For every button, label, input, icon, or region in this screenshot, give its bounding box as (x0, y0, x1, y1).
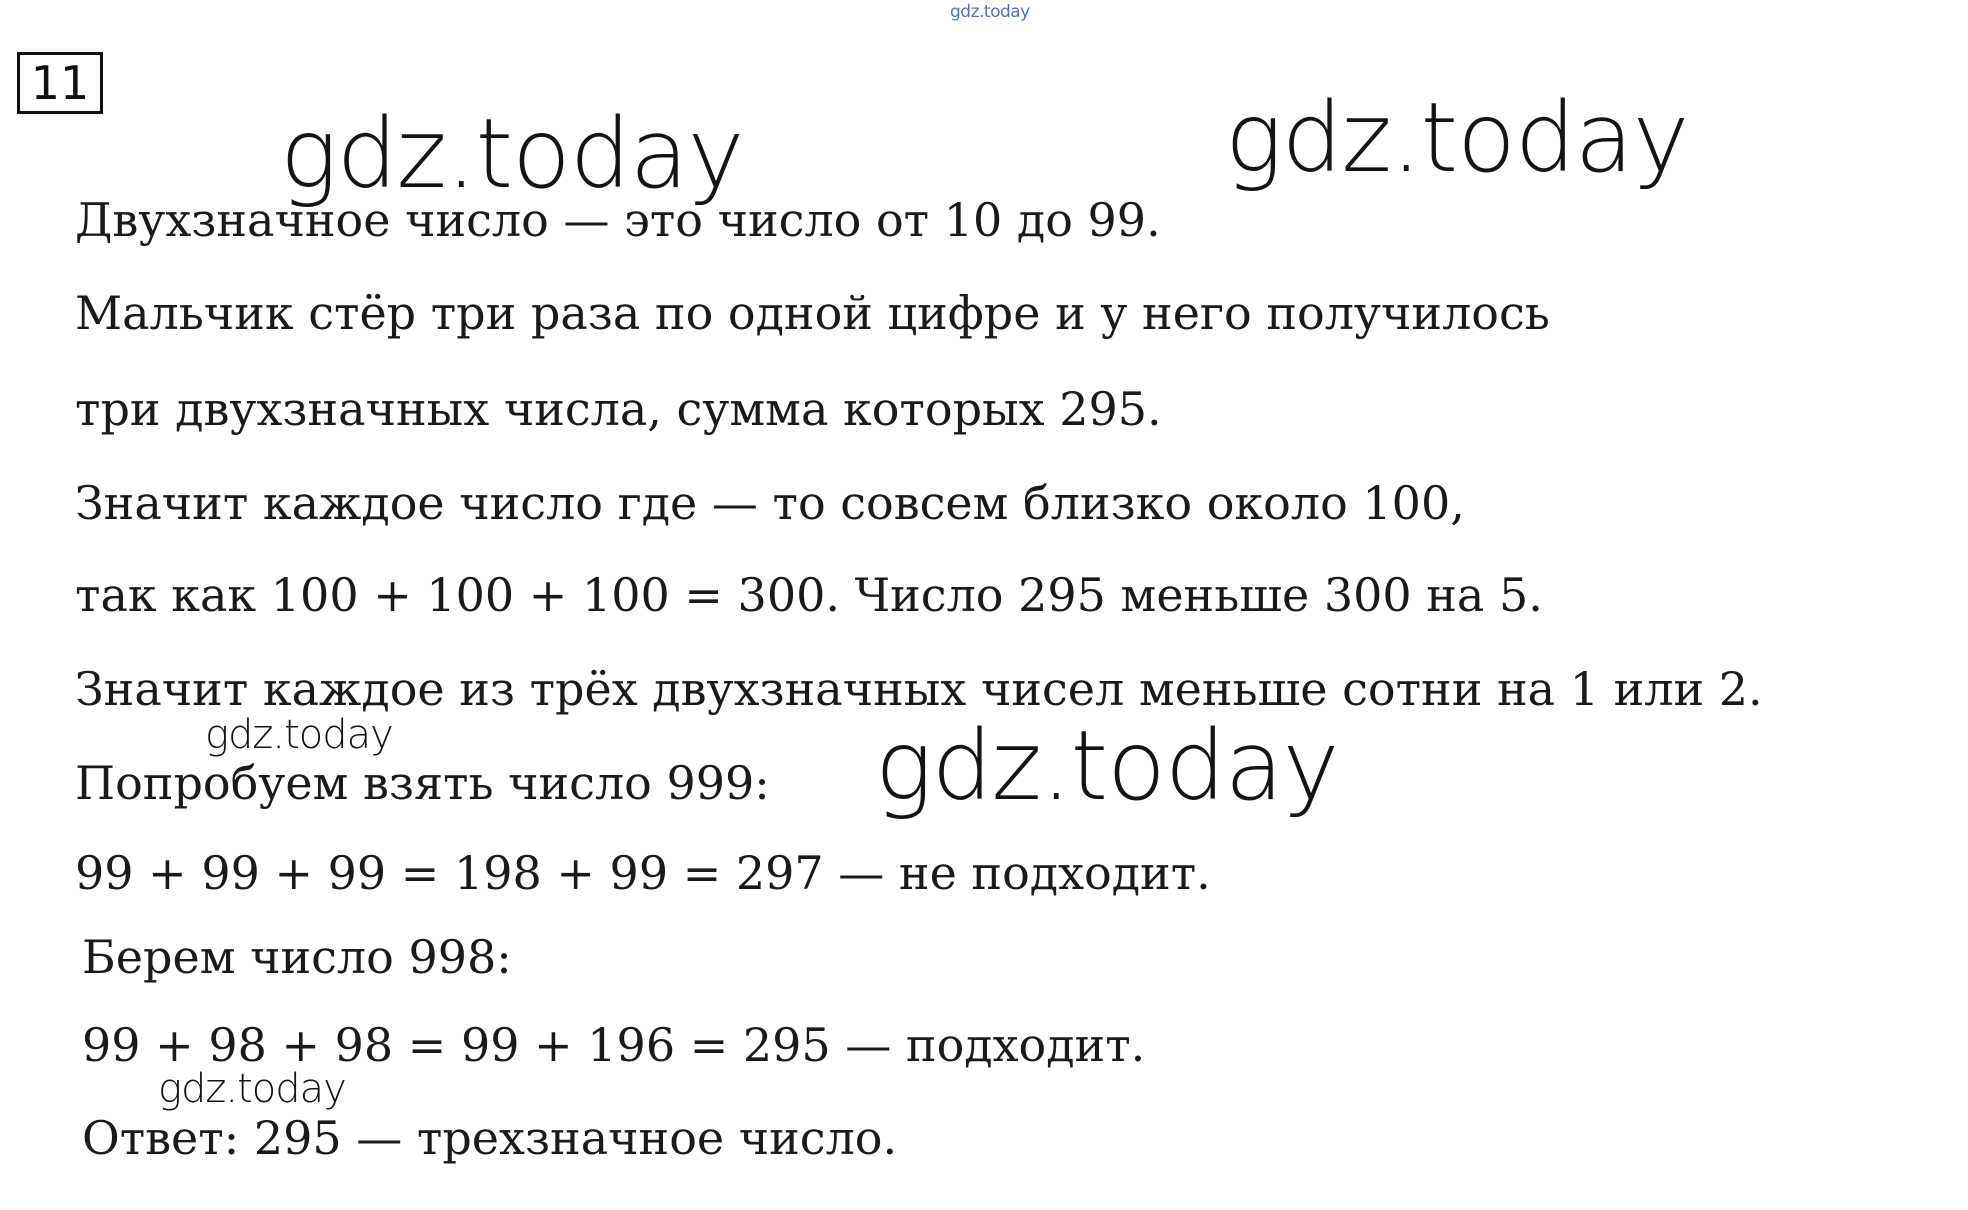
top-watermark: gdz.today (950, 2, 1030, 22)
watermark: gdz.today (875, 710, 1339, 822)
watermark: gdz.today (158, 1066, 346, 1112)
watermark: gdz.today (1225, 82, 1689, 194)
solution-line: Двухзначное число — это число от 10 до 99. (75, 193, 1161, 247)
solution-line: 99 + 99 + 99 = 198 + 99 = 297 — не подходит. (75, 846, 1211, 900)
solution-line: Значит каждое число где — то совсем близко около 100, (75, 476, 1465, 530)
solution-line: Попробуем взять число 999: (75, 756, 770, 810)
task-number-badge: 11 (17, 52, 103, 114)
solution-line: так как 100 + 100 + 100 = 300. Число 295 меньше 300 на 5. (75, 568, 1543, 622)
solution-line: Значит каждое из трёх двухзначных чисел меньше сотни на 1 или 2. (75, 662, 1763, 716)
solution-line: Берем число 998: (82, 930, 512, 984)
solution-line: 99 + 98 + 98 = 99 + 196 = 295 — подходит. (82, 1018, 1146, 1072)
watermark: gdz.today (205, 712, 393, 758)
solution-line: Ответ: 295 — трехзначное число. (82, 1111, 898, 1165)
solution-line: Мальчик стёр три раза по одной цифре и у него получилось (75, 286, 1550, 340)
solution-line: три двухзначных числа, сумма которых 295. (75, 382, 1162, 436)
watermark: gdz.today (280, 98, 744, 210)
